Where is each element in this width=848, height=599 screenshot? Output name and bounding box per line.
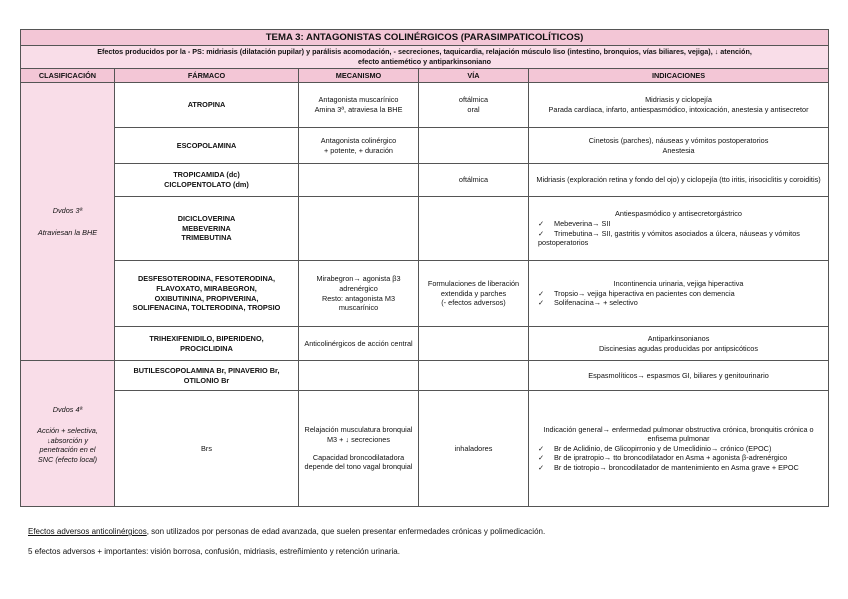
table-row <box>21 197 829 261</box>
indications-cell <box>529 391 829 507</box>
note-adverse-effects <box>28 527 545 536</box>
drug-name: SOLIFENACINA, TOLTERODINA, TROPSIO <box>132 303 281 313</box>
effects-description <box>21 46 829 69</box>
indication-line: Discinesias agudas producidas por antipsicóticos <box>599 343 759 353</box>
classification-line: Dvdos 3ª <box>52 205 83 215</box>
mechanism-cell <box>299 261 419 327</box>
drug-name: PROCICLIDINA <box>180 343 233 353</box>
mechanism-line: Resto: antagonista M3 muscarínico <box>321 293 395 313</box>
mechanism-cell <box>299 327 419 361</box>
effects-line: Efectos producidos por la - PS: midriasis (dilatación pupilar) y parálisis acomodación, - secreciones, taquicardia, relajación músculo liso (intestino, bronquios, vías biliares, vejiga), ↓ atención, <box>97 47 752 57</box>
indication-line: Antiparkinsonianos <box>647 333 710 343</box>
drug-cell <box>115 391 299 507</box>
drug-name: Brs <box>201 443 212 453</box>
mechanism-cell <box>299 83 419 128</box>
mechanism-line: Capacidad broncodilatadora depende del tono vagal bronquial <box>304 452 413 472</box>
indication-text: Br de tiotropio→ broncodilatador de mantenimiento en Asma grave + EPOC <box>554 462 799 472</box>
indications-cell <box>529 164 829 197</box>
indication-check-item <box>532 453 825 463</box>
indication-text: Mebeverina→ SII <box>554 218 611 228</box>
check-icon: ✓ <box>538 443 545 453</box>
effects-line: efecto antiemético y antiparkinsoniano <box>358 57 492 66</box>
drug-cell <box>115 83 299 128</box>
indications-cell <box>529 128 829 164</box>
note-main-adverse-effects <box>28 547 400 556</box>
classification-group-3 <box>21 83 115 361</box>
classification-line: ↓absorción y <box>47 435 88 445</box>
indications-cell <box>529 327 829 361</box>
header-mecanismo: MECANISMO <box>299 69 419 83</box>
indication-line: Anestesia <box>662 145 695 155</box>
drug-name: TRIHEXIFENIDILO, BIPERIDENO, <box>149 333 264 343</box>
indication-text: Br de ipratropio→ tto broncodilatador en Asma + agonista β-adrenérgico <box>554 453 788 463</box>
drug-cell <box>115 327 299 361</box>
antagonists-table <box>20 29 829 507</box>
route-cell <box>419 197 529 261</box>
route-cell <box>419 83 529 128</box>
route-line: inhaladores <box>454 443 493 453</box>
mechanism-line: Antagonista muscarínico <box>318 95 399 105</box>
drug-name: OXIBUTININA, PROPIVERINA, <box>154 293 259 303</box>
indication-text: Tropsio→ vejiga hiperactiva en pacientes con demencia <box>554 288 735 298</box>
header-farmaco: FÁRMACO <box>115 69 299 83</box>
indication-line: Espasmolíticos→ espasmos GI, biliares y genitourinario <box>588 370 769 380</box>
route-line: oftálmica <box>458 175 489 185</box>
classification-group-4 <box>21 361 115 507</box>
route-line: oftálmica <box>458 95 489 105</box>
header-indicaciones: INDICACIONES <box>529 69 829 83</box>
mechanism-line: + potente, + duración <box>324 145 393 155</box>
drug-name: TROPICAMIDA (dc) <box>173 170 240 180</box>
drug-name: DESFESOTERODINA, FESOTERODINA, <box>137 274 276 284</box>
indication-line: Indicación general→ enfermedad pulmonar obstructiva crónica, bronquitis crónica o enfisema pulmonar <box>543 424 814 444</box>
indication-line: Incontinencia urinaria, vejiga hiperactiva <box>613 279 744 289</box>
table-header <box>21 69 829 83</box>
check-icon: ✓ <box>538 218 545 228</box>
route-cell <box>419 164 529 197</box>
indication-text: Solifenacina→ + selectivo <box>554 298 638 308</box>
table-row <box>21 361 829 391</box>
classification-line: SNC (efecto local) <box>37 454 98 464</box>
drug-name: ESCOPOLAMINA <box>176 140 237 150</box>
check-icon: ✓ <box>538 453 545 463</box>
route-cell <box>419 361 529 391</box>
route-line: (- efectos adversos) <box>441 298 506 308</box>
mechanism-cell <box>299 128 419 164</box>
page-title: TEMA 3: ANTAGONISTAS COLINÉRGICOS (PARASIMPATICOLÍTICOS) <box>21 30 829 46</box>
route-cell <box>419 327 529 361</box>
table-row <box>21 83 829 128</box>
route-cell <box>419 261 529 327</box>
drug-name: ATROPINA <box>187 100 226 110</box>
indication-check-item <box>532 463 825 473</box>
drug-name: CICLOPENTOLATO (dm) <box>164 180 249 189</box>
indication-check-item <box>532 289 825 299</box>
table-row <box>21 327 829 361</box>
drug-name: BUTILESCOPOLAMINA Br, PINAVERIO Br, <box>133 365 280 375</box>
note-label: Efectos adversos anticolinérgicos <box>28 527 147 536</box>
indication-check-item <box>532 229 825 248</box>
header-via: VÍA <box>419 69 529 83</box>
mechanism-line: Relajación musculatura bronquial M3 + ↓ secreciones <box>304 425 413 444</box>
check-icon: ✓ <box>538 288 545 298</box>
indications-cell <box>529 361 829 391</box>
mechanism-line: Antagonista colinérgico <box>320 135 397 145</box>
route-cell <box>419 391 529 507</box>
classification-line: penetración en el <box>39 445 96 455</box>
check-icon: ✓ <box>538 462 545 472</box>
drug-cell <box>115 361 299 391</box>
classification-line: Atraviesan la BHE <box>37 227 98 237</box>
check-icon: ✓ <box>538 228 545 238</box>
indication-line: Antiespasmódico y antisecretorgástrico <box>615 209 742 219</box>
mechanism-cell <box>299 164 419 197</box>
drug-name: OTILONIO Br <box>183 375 230 385</box>
table-row <box>21 391 829 507</box>
mechanism-cell <box>299 197 419 261</box>
route-line: Formulaciones de liberación extendida y parches <box>427 279 520 298</box>
indication-line: Cinetosis (parches), náuseas y vómitos postoperatorios <box>588 135 769 145</box>
table-row <box>21 128 829 164</box>
indication-line: Midriasis (exploración retina y fondo del ojo) y ciclopejía (tto iritis, irisociclitis y coroiditis) <box>536 175 821 185</box>
indication-line: Midriasis y ciclopejía <box>645 95 712 105</box>
note-text: , son utilizados por personas de edad avanzada, que suelen presentar enfermedades crónicas y polimedicación. <box>146 527 546 536</box>
drug-name: TRIMEBUTINA <box>181 233 232 243</box>
drug-name: DICICLOVERINA <box>177 214 236 224</box>
indication-line: Parada cardíaca, infarto, antiespasmódico, intoxicación, anestesia y antisecretor <box>548 105 809 114</box>
indications-cell <box>529 261 829 327</box>
indications-cell <box>529 197 829 261</box>
indication-check-item <box>532 444 825 454</box>
mechanism-cell <box>299 391 419 507</box>
indication-check-item <box>532 298 825 308</box>
drug-cell <box>115 197 299 261</box>
route-line: oral <box>467 105 480 114</box>
mechanism-cell <box>299 361 419 391</box>
drug-cell <box>115 164 299 197</box>
classification-line: Acción + selectiva, <box>37 426 98 436</box>
indication-check-item <box>532 219 825 229</box>
mechanism-line: Amina 3ª, atraviesa la BHE <box>314 105 403 114</box>
drug-cell <box>115 128 299 164</box>
note-text: 5 efectos adversos + importantes: visión borrosa, confusión, midriasis, estreñimiento y retención urinaria. <box>28 547 400 556</box>
mechanism-line: Anticolinérgicos de acción central <box>304 338 413 348</box>
mechanism-line: Mirabegron→ agonista β3 adrenérgico <box>316 274 401 293</box>
check-icon: ✓ <box>538 298 545 308</box>
indications-cell <box>529 83 829 128</box>
indication-text: Br de Aclidinio, de Glicopirronio y de Umeclidinio→ crónico (EPOC) <box>554 443 772 453</box>
table-row <box>21 164 829 197</box>
table-row <box>21 261 829 327</box>
drug-name: MEBEVERINA <box>182 223 231 233</box>
drug-cell <box>115 261 299 327</box>
indication-text: Trimebutina→ SII, gastritis y vómitos asociados a úlcera, náuseas y vómitos postoperatorios <box>538 228 800 248</box>
drug-name: FLAVOXATO, MIRABEGRON, <box>156 283 257 293</box>
route-cell <box>419 128 529 164</box>
classification-line: Dvdos 4ª <box>52 404 83 414</box>
header-clasificacion: CLASIFICACIÓN <box>21 69 115 83</box>
